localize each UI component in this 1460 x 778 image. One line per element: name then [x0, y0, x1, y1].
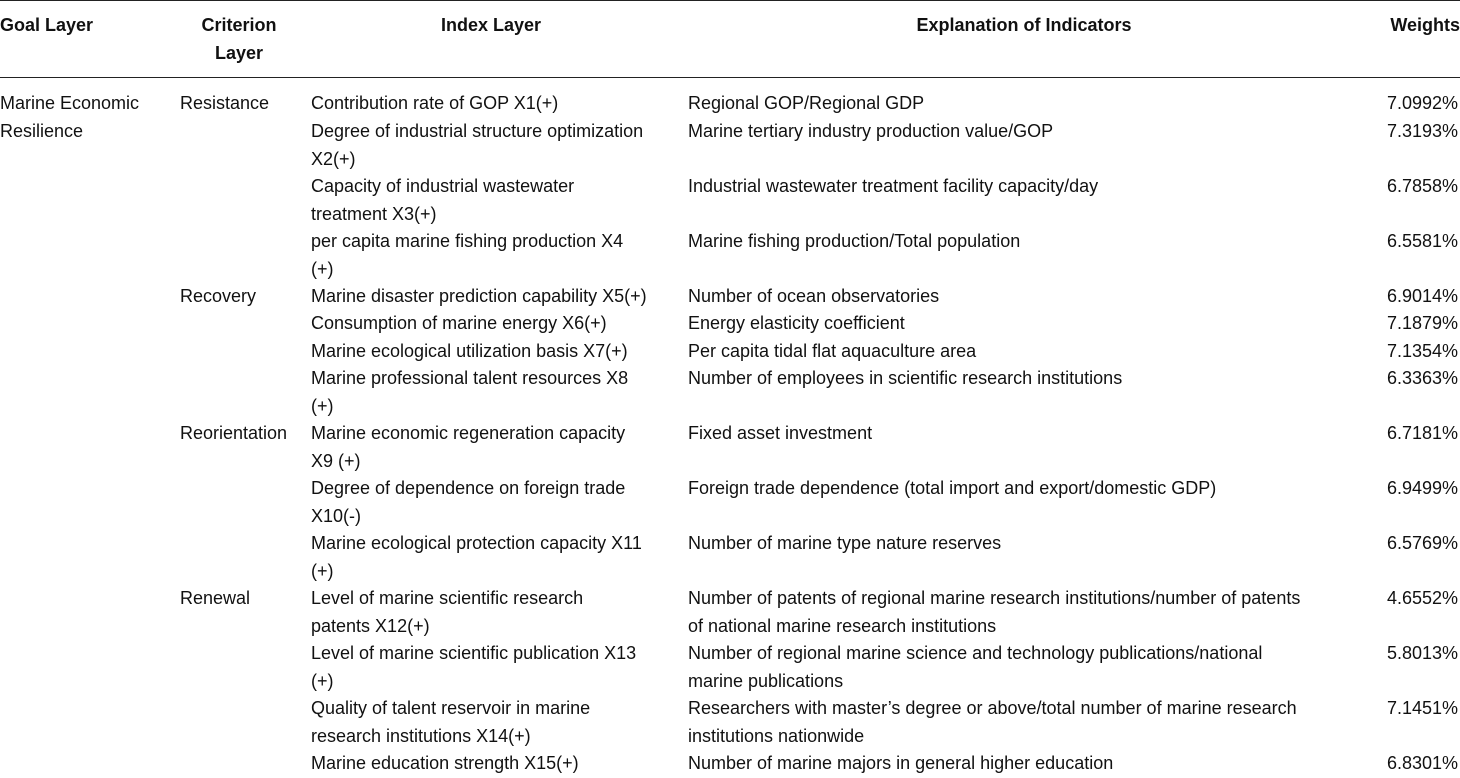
- explanation-cell: [688, 750, 1360, 778]
- index-text: Level of marine scientific research: [311, 588, 584, 608]
- weight-cell: 7.3193%: [1386, 121, 1458, 141]
- index-cell: [311, 475, 676, 530]
- criterion-recovery: Recovery: [180, 286, 257, 306]
- index-text: Degree of dependence on foreign trade: [311, 478, 626, 498]
- explanation-text: Number of regional marine science and technology publications/national: [688, 643, 1263, 663]
- header-weights: Weights: [1390, 15, 1460, 35]
- explanation-cell: [688, 695, 1360, 750]
- weight-cell: 7.1451%: [1386, 698, 1458, 718]
- index-cell: [311, 750, 676, 778]
- index-cell: [311, 310, 676, 338]
- weight-cell: 5.8013%: [1386, 643, 1458, 663]
- index-text: Marine ecological protection capacity X11: [311, 533, 642, 553]
- explanation-cell: [688, 310, 1360, 338]
- weight-cell: 7.1879%: [1386, 313, 1458, 333]
- index-text: Capacity of industrial wastewater: [311, 176, 575, 196]
- explanation-cell: [688, 475, 1360, 503]
- header-explanation: Explanation of Indicators: [916, 15, 1132, 35]
- index-text: per capita marine fishing production X4: [311, 231, 624, 251]
- criterion-renewal: Renewal: [180, 588, 251, 608]
- weight-cell: 6.5581%: [1386, 231, 1458, 251]
- index-text-cont: research institutions X14(+): [311, 725, 531, 746]
- explanation-cell: [688, 228, 1360, 256]
- index-text: Consumption of marine energy X6(+): [311, 313, 607, 333]
- index-text: Marine ecological utilization basis X7(+): [311, 341, 628, 361]
- index-cell: [311, 118, 676, 173]
- weight-cell: 7.1354%: [1386, 341, 1458, 361]
- weight-cell: 7.0992%: [1386, 93, 1458, 113]
- index-cell: [311, 173, 676, 228]
- weight-cell: 6.7858%: [1386, 176, 1458, 196]
- index-text-cont: patents X12(+): [311, 615, 430, 636]
- header-index-layer: Index Layer: [440, 15, 542, 35]
- table-header: [0, 12, 1460, 72]
- explanation-text: Number of marine majors in general higher education: [688, 753, 1114, 773]
- index-text: Level of marine scientific publication X13: [311, 643, 637, 663]
- index-text-cont: (+): [311, 670, 334, 691]
- weight-cell: 4.6552%: [1386, 588, 1458, 608]
- explanation-text: Fixed asset investment: [688, 423, 873, 443]
- index-cell: [311, 228, 676, 283]
- index-cell: [311, 283, 676, 311]
- weight-cell: 6.9499%: [1386, 478, 1458, 498]
- explanation-cell: [688, 585, 1360, 640]
- index-cell: [311, 695, 676, 750]
- explanation-cell: [688, 640, 1360, 695]
- header-criterion-line1: Criterion: [201, 15, 277, 35]
- index-cell: [311, 338, 676, 366]
- index-text-cont: X9 (+): [311, 450, 361, 471]
- index-cell: [311, 420, 676, 475]
- goal-cell: [0, 90, 170, 145]
- explanation-cell: [688, 118, 1360, 146]
- table-top-rule: [0, 0, 1460, 1]
- explanation-text: Number of ocean observatories: [688, 286, 940, 306]
- index-text-cont: (+): [311, 395, 334, 416]
- criterion-reorientation: Reorientation: [180, 423, 288, 443]
- explanation-text: Number of employees in scientific research institutions: [688, 368, 1123, 388]
- explanation-text: Marine fishing production/Total population: [688, 231, 1021, 251]
- explanation-text-cont: institutions nationwide: [688, 725, 865, 746]
- explanation-text: Foreign trade dependence (total import and export/domestic GDP): [688, 478, 1217, 498]
- table-header-rule: [0, 77, 1460, 78]
- explanation-cell: [688, 283, 1360, 311]
- goal-line2: Resilience: [0, 120, 84, 141]
- index-text-cont: (+): [311, 258, 334, 279]
- weight-cell: 6.7181%: [1386, 423, 1458, 443]
- index-cell: [311, 640, 676, 695]
- explanation-text: Number of patents of regional marine research institutions/number of patents: [688, 588, 1301, 608]
- index-text: Marine education strength X15(+): [311, 753, 579, 773]
- explanation-cell: [688, 173, 1360, 201]
- explanation-text: Regional GOP/Regional GDP: [688, 93, 925, 113]
- goal-line1: Marine Economic: [0, 93, 140, 113]
- index-text-cont: X10(-): [311, 505, 362, 526]
- explanation-cell: [688, 530, 1360, 558]
- weight-cell: 6.9014%: [1386, 286, 1458, 306]
- explanation-text: Marine tertiary industry production value/GOP: [688, 121, 1054, 141]
- explanation-cell: [688, 365, 1360, 393]
- explanation-cell: [688, 338, 1360, 366]
- header-criterion-line2: Layer: [214, 42, 264, 63]
- index-text: Quality of talent reservoir in marine: [311, 698, 591, 718]
- header-criterion-layer: [180, 12, 298, 67]
- index-cell: [311, 90, 676, 118]
- weight-cell: 6.8301%: [1386, 753, 1458, 773]
- index-text-cont: treatment X3(+): [311, 203, 437, 224]
- index-text: Marine disaster prediction capability X5(+): [311, 286, 647, 306]
- criterion-resistance: Resistance: [180, 93, 270, 113]
- explanation-text: Per capita tidal flat aquaculture area: [688, 341, 977, 361]
- explanation-text-cont: of national marine research institutions: [688, 615, 997, 636]
- weight-cell: 6.3363%: [1386, 368, 1458, 388]
- index-text-cont: (+): [311, 560, 334, 581]
- weight-cell: 6.5769%: [1386, 533, 1458, 553]
- index-text: Marine economic regeneration capacity: [311, 423, 626, 443]
- explanation-cell: [688, 90, 1360, 118]
- explanation-cell: [688, 420, 1360, 448]
- explanation-text: Energy elasticity coefficient: [688, 313, 905, 333]
- index-cell: [311, 530, 676, 585]
- index-text: Marine professional talent resources X8: [311, 368, 629, 388]
- index-text-cont: X2(+): [311, 148, 356, 169]
- index-text: Degree of industrial structure optimization: [311, 121, 644, 141]
- index-cell: [311, 585, 676, 640]
- explanation-text: Number of marine type nature reserves: [688, 533, 1002, 553]
- explanation-text: Researchers with master’s degree or above/total number of marine research: [688, 698, 1297, 718]
- index-text: Contribution rate of GOP X1(+): [311, 93, 559, 113]
- explanation-text: Industrial wastewater treatment facility capacity/day: [688, 176, 1099, 196]
- index-cell: [311, 365, 676, 420]
- header-goal-layer: Goal Layer: [0, 15, 94, 35]
- explanation-text-cont: marine publications: [688, 670, 844, 691]
